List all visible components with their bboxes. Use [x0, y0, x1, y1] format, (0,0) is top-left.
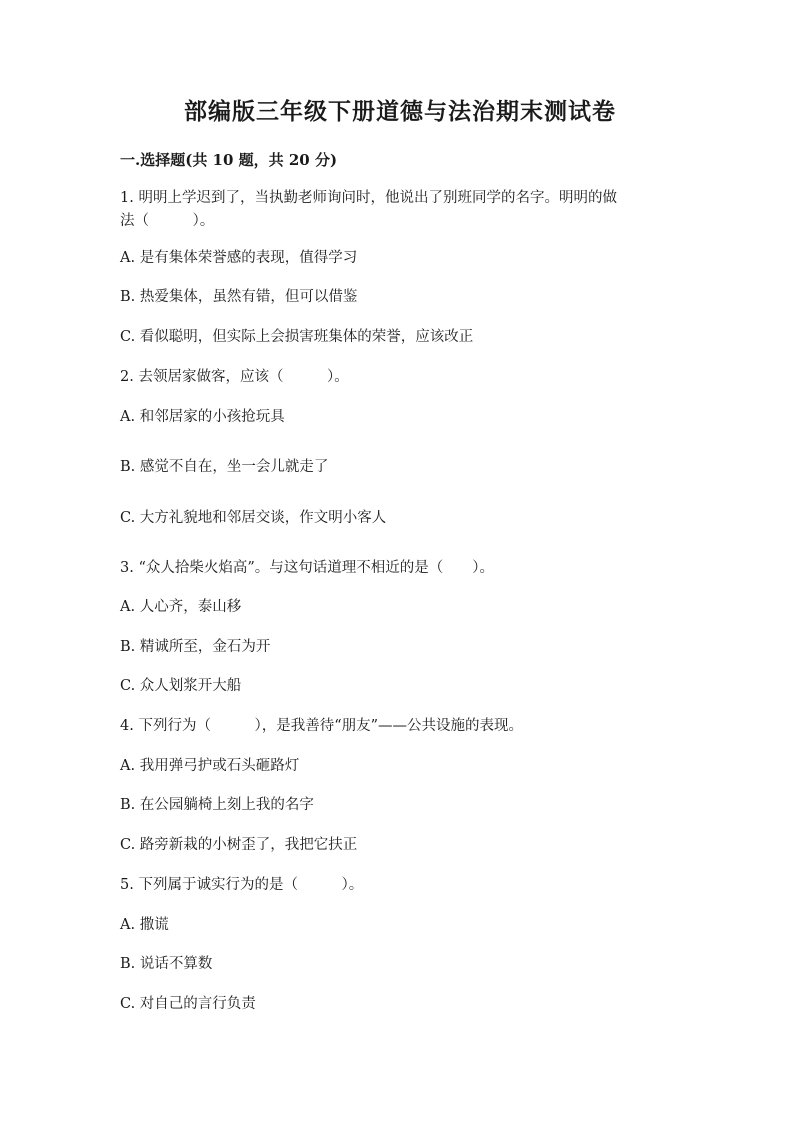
question-1-stem-line-1: 1. 明明上学迟到了，当执勤老师询问时，他说出了别班同学的名字。明明的做	[120, 190, 617, 206]
question-4-stem: 4. 下列行为（ ），是我善待“朋友”——公共设施的表现。	[120, 718, 524, 734]
question-2-option-c: C. 大方礼貌地和邻居交谈，作文明小客人	[120, 510, 387, 526]
section-heading: 一.选择题(共 10 题，共 20 分)	[120, 151, 338, 169]
question-2-stem: 2. 去领居家做客，应该（ ）。	[120, 369, 349, 385]
question-5-option-a: A. 撒谎	[120, 917, 169, 933]
question-1-option-a: A. 是有集体荣誉感的表现，值得学习	[120, 250, 358, 266]
question-1-stem-line-2: 法（ ）。	[120, 213, 215, 229]
page-title: 部编版三年级下册道德与法治期末测试卷	[184, 98, 616, 125]
question-4-option-a: A. 我用弹弓护或石头砸路灯	[120, 758, 300, 774]
question-2-option-b: B. 感觉不自在，坐一会儿就走了	[120, 459, 329, 475]
question-3-option-a: A. 人心齐，泰山移	[120, 599, 242, 615]
question-5-option-b: B. 说话不算数	[120, 956, 213, 972]
question-1-option-b: B. 热爱集体，虽然有错，但可以借鉴	[120, 289, 358, 305]
question-3-stem: 3. “众人拾柴火焰高”。与这句话道理不相近的是（ ）。	[120, 560, 495, 576]
question-1-option-c: C. 看似聪明，但实际上会损害班集体的荣誉，应该改正	[120, 329, 474, 345]
question-5-stem: 5. 下列属于诚实行为的是（ ）。	[120, 877, 364, 893]
question-3-option-b: B. 精诚所至，金石为开	[120, 639, 271, 655]
question-4-option-c: C. 路旁新栽的小树歪了，我把它扶正	[120, 837, 358, 853]
question-2-option-a: A. 和邻居家的小孩抢玩具	[120, 409, 285, 425]
question-5-option-c: C. 对自己的言行负责	[120, 996, 256, 1012]
question-3-option-c: C. 众人划浆开大船	[120, 678, 242, 694]
question-4-option-b: B. 在公园躺椅上刻上我的名字	[120, 797, 314, 813]
